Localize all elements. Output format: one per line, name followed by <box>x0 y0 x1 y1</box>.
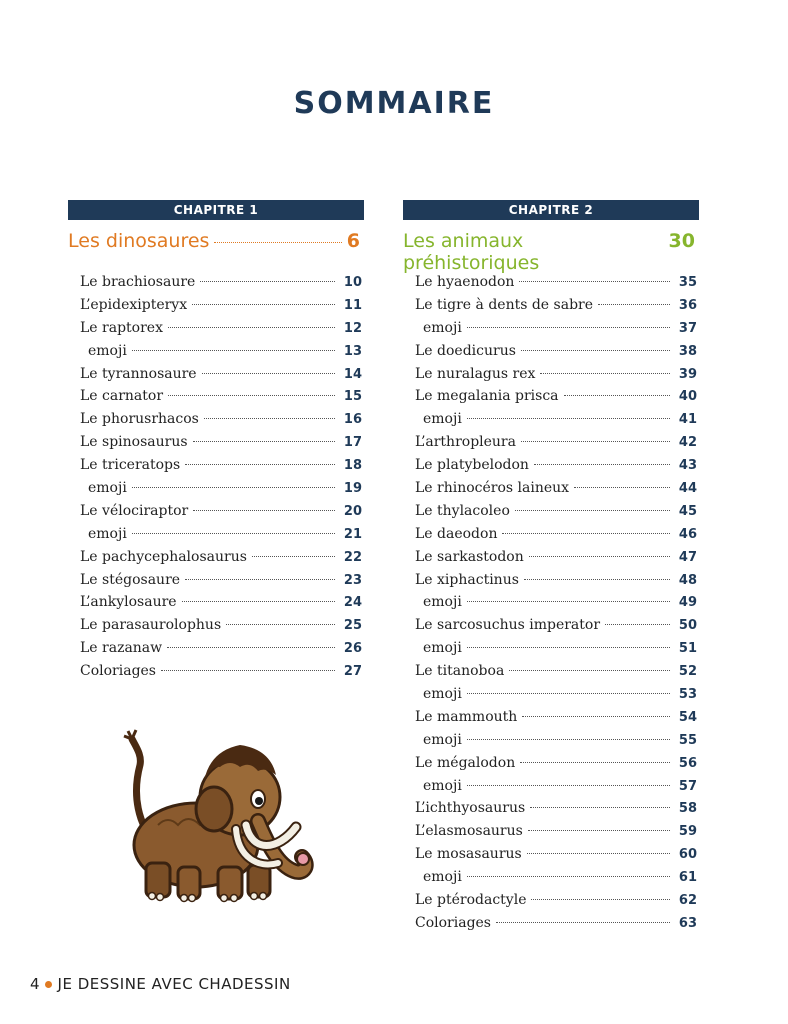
dot-leader <box>467 876 670 877</box>
toc-entry-page: 48 <box>678 572 697 588</box>
toc-entry-page: 36 <box>678 297 697 313</box>
toc-entry-title: Le mosasaurus <box>415 846 522 863</box>
dot-leader <box>467 327 670 328</box>
toc-entry-page: 19 <box>343 481 362 497</box>
toc-entry[interactable] <box>415 274 697 297</box>
toc-entry-title: emoji <box>423 319 462 336</box>
toc-entry-title: L’ichthyosaurus <box>415 800 526 817</box>
toc-entry-title: emoji <box>423 869 462 886</box>
toc-entry-page: 50 <box>678 618 697 634</box>
toc-entry-title: Le mammouth <box>415 708 518 725</box>
dot-leader <box>467 785 670 786</box>
toc-entry-title: Le daeodon <box>415 525 498 542</box>
toc-entry-page: 63 <box>678 915 697 931</box>
dot-leader <box>185 579 335 580</box>
toc-entry-page: 22 <box>343 549 362 565</box>
toc-list <box>68 274 364 686</box>
toc-entry-page: 54 <box>678 709 697 725</box>
toc-entry[interactable] <box>80 320 362 343</box>
toc-entry[interactable] <box>80 434 362 457</box>
toc-entry-title: L’elasmosaurus <box>415 823 523 840</box>
toc-entry-page: 42 <box>678 435 697 451</box>
toc-entry[interactable] <box>415 686 697 709</box>
toc-entry-title: Le phorusrhacos <box>80 411 199 428</box>
toc-entry[interactable] <box>415 732 697 755</box>
toc-entry-page: 21 <box>343 526 362 542</box>
toc-entry[interactable] <box>415 434 697 457</box>
toc-list <box>403 274 699 938</box>
dot-leader <box>467 693 670 694</box>
toc-entry[interactable] <box>415 778 697 801</box>
toc-entry-title: emoji <box>423 411 462 428</box>
toc-entry-page: 46 <box>678 526 697 542</box>
toc-entry[interactable] <box>415 663 697 686</box>
toc-entry-title: Le razanaw <box>80 640 163 657</box>
dot-leader <box>168 327 335 328</box>
toc-entry-page: 40 <box>678 389 697 405</box>
toc-entry-page: 43 <box>678 458 697 474</box>
toc-entry[interactable] <box>415 755 697 778</box>
toc-entry-title: Le xiphactinus <box>415 571 519 588</box>
chapter-label: CHAPITRE 1 <box>68 200 364 220</box>
toc-entry[interactable] <box>415 572 697 595</box>
toc-entry-page: 26 <box>343 641 362 657</box>
dot-leader <box>521 441 670 442</box>
toc-entry[interactable] <box>415 503 697 526</box>
page-number: 4 <box>30 975 40 993</box>
toc-entry[interactable] <box>415 320 697 343</box>
toc-entry-title: emoji <box>423 731 462 748</box>
dot-leader <box>530 807 670 808</box>
toc-entry[interactable] <box>80 572 362 595</box>
toc-entry[interactable] <box>80 617 362 640</box>
dot-leader <box>200 281 335 282</box>
toc-entry-page: 20 <box>343 503 362 519</box>
toc-entry-title: Le parasaurolophus <box>80 617 222 634</box>
toc-entry[interactable] <box>415 549 697 572</box>
toc-entry-page: 35 <box>678 275 697 290</box>
dot-leader <box>520 762 670 763</box>
toc-entry[interactable] <box>80 594 362 617</box>
toc-entry-title: Le rhinocéros laineux <box>415 480 570 497</box>
dot-leader <box>192 304 335 305</box>
toc-entry-title: Le titanoboa <box>415 663 505 680</box>
dot-leader <box>509 670 670 671</box>
toc-entry-page: 16 <box>343 412 362 428</box>
toc-entry-page: 13 <box>343 343 362 359</box>
toc-entry-page: 62 <box>678 893 697 909</box>
toc-entry[interactable] <box>80 388 362 411</box>
toc-entry-page: 61 <box>678 870 697 886</box>
toc-entry-title: Le hyaenodon <box>415 274 515 290</box>
toc-entry-title: Le spinosaurus <box>80 434 188 451</box>
dot-leader <box>168 395 335 396</box>
dot-leader <box>202 373 335 374</box>
toc-entry[interactable] <box>415 411 697 434</box>
toc-entry-page: 59 <box>678 824 697 840</box>
toc-entry-page: 23 <box>343 572 362 588</box>
toc-entry[interactable] <box>415 594 697 617</box>
toc-entry-page: 49 <box>678 595 697 611</box>
toc-entry-page: 58 <box>678 801 697 817</box>
toc-entry-title: Le platybelodon <box>415 457 529 474</box>
toc-entry-page: 11 <box>343 297 362 313</box>
toc-entry[interactable] <box>80 297 362 320</box>
dot-leader <box>132 487 335 488</box>
dot-leader <box>467 647 670 648</box>
toc-entry-title: Le sarcosuchus imperator <box>415 617 601 634</box>
toc-entry-page: 45 <box>678 503 697 519</box>
chapter-page: 30 <box>668 230 695 252</box>
toc-entry-title: Le vélociraptor <box>80 502 189 519</box>
dot-leader <box>564 395 670 396</box>
toc-entry-page: 55 <box>678 732 697 748</box>
toc-entry[interactable] <box>415 388 697 411</box>
toc-entry-title: Coloriages <box>415 914 491 931</box>
toc-entry-title: Le raptorex <box>80 319 163 336</box>
chapter-2-column <box>403 200 699 938</box>
dot-leader <box>540 373 670 374</box>
toc-entry[interactable] <box>415 846 697 869</box>
chapter-1-column <box>68 200 364 686</box>
dot-leader <box>467 418 670 419</box>
toc-entry[interactable] <box>415 617 697 640</box>
dot-leader <box>161 670 335 671</box>
toc-entry-title: Le sarkastodon <box>415 548 524 565</box>
toc-entry[interactable] <box>80 503 362 526</box>
dot-leader <box>132 533 335 534</box>
toc-entry-title: Le stégosaure <box>80 571 181 588</box>
toc-entry-page: 18 <box>343 458 362 474</box>
toc-entry-title: Le tyrannosaure <box>80 365 197 382</box>
bullet-dot-icon <box>45 981 52 988</box>
toc-entry-title: emoji <box>423 686 462 703</box>
toc-entry-page: 47 <box>678 549 697 565</box>
toc-entry[interactable] <box>80 343 362 366</box>
toc-entry[interactable] <box>415 480 697 503</box>
dot-leader <box>132 350 335 351</box>
toc-entry[interactable] <box>80 411 362 434</box>
dot-leader <box>182 601 335 602</box>
chapter-label: CHAPITRE 2 <box>403 200 699 220</box>
toc-entry-page: 39 <box>678 366 697 382</box>
toc-entry-title: Le ptérodactyle <box>415 892 527 909</box>
toc-entry-title: Le megalania prisca <box>415 388 559 405</box>
toc-entry-page: 37 <box>678 320 697 336</box>
toc-entry-page: 25 <box>343 618 362 634</box>
toc-entry-title: Le brachiosaure <box>80 274 196 290</box>
toc-entry-title: emoji <box>88 480 127 497</box>
toc-entry-title: Le thylacoleo <box>415 502 510 519</box>
toc-entry-page: 17 <box>343 435 362 451</box>
toc-entry-page: 14 <box>343 366 362 382</box>
toc-entry[interactable] <box>415 869 697 892</box>
dot-leader <box>467 601 670 602</box>
toc-entry[interactable] <box>80 274 362 297</box>
chapter-heading[interactable] <box>403 230 699 274</box>
dot-leader <box>534 464 670 465</box>
dot-leader <box>574 487 670 488</box>
dot-leader <box>185 464 335 465</box>
toc-entry-page: 12 <box>343 320 362 336</box>
toc-entry-page: 15 <box>343 389 362 405</box>
toc-entry[interactable] <box>415 800 697 823</box>
toc-entry-title: Le nuralagus rex <box>415 365 536 382</box>
toc-entry[interactable] <box>80 480 362 503</box>
toc-entry[interactable] <box>415 343 697 366</box>
dot-leader <box>515 510 670 511</box>
toc-entry-title: Le doedicurus <box>415 342 516 359</box>
dot-leader <box>522 716 670 717</box>
toc-entry-page: 60 <box>678 847 697 863</box>
toc-entry[interactable] <box>415 640 697 663</box>
toc-entry-page: 52 <box>678 664 697 680</box>
dot-leader <box>252 556 335 557</box>
dot-leader <box>528 830 670 831</box>
page-title: SOMMAIRE <box>293 86 495 121</box>
toc-entry-title: emoji <box>88 525 127 542</box>
toc-entry-title: L’ankylosaure <box>80 594 177 611</box>
dot-leader <box>519 281 670 282</box>
toc-entry-page: 44 <box>678 481 697 497</box>
chapter-page: 6 <box>346 230 360 252</box>
dot-leader <box>204 418 335 419</box>
dot-leader <box>193 510 335 511</box>
page-footer <box>30 975 291 993</box>
dot-leader <box>502 533 670 534</box>
dot-leader <box>529 556 670 557</box>
toc-entry[interactable] <box>415 457 697 480</box>
dot-leader <box>167 647 335 648</box>
book-title: JE DESSINE AVEC CHADESSIN <box>57 975 291 993</box>
dot-leader <box>524 579 670 580</box>
toc-entry[interactable] <box>415 526 697 549</box>
toc-entry[interactable] <box>415 366 697 389</box>
toc-entry-page: 51 <box>678 641 697 657</box>
dot-leader <box>521 350 670 351</box>
toc-entry-page: 57 <box>678 778 697 794</box>
dot-leader <box>496 922 670 923</box>
dot-leader <box>193 441 335 442</box>
toc-entry-title: emoji <box>423 594 462 611</box>
toc-entry[interactable] <box>80 663 362 686</box>
dot-leader <box>527 853 670 854</box>
toc-entry-title: Le triceratops <box>80 457 181 474</box>
toc-entry-title: Le pachycephalosaurus <box>80 548 247 565</box>
toc-entry[interactable] <box>415 823 697 846</box>
dot-leader <box>214 242 341 243</box>
toc-entry[interactable] <box>80 640 362 663</box>
toc-entry-title: Le tigre à dents de sabre <box>415 296 594 313</box>
dot-leader <box>226 624 335 625</box>
toc-entry-page: 38 <box>678 343 697 359</box>
dot-leader <box>605 624 670 625</box>
toc-entry[interactable] <box>80 366 362 389</box>
toc-entry-page: 24 <box>343 595 362 611</box>
chapter-title: Les dinosaures <box>68 230 210 252</box>
toc-entry[interactable] <box>80 457 362 480</box>
toc-entry[interactable] <box>415 297 697 320</box>
toc-entry-page: 10 <box>343 275 362 290</box>
toc-entry[interactable] <box>80 549 362 572</box>
toc-entry-page: 56 <box>678 755 697 771</box>
toc-entry-page: 27 <box>343 664 362 680</box>
toc-entry-title: emoji <box>423 777 462 794</box>
mammoth-illustration <box>118 725 318 915</box>
chapter-heading[interactable] <box>68 230 364 264</box>
toc-entry-title: emoji <box>423 640 462 657</box>
toc-entry-title: L’arthropleura <box>415 434 516 451</box>
dot-leader <box>598 304 670 305</box>
toc-entry[interactable] <box>80 526 362 549</box>
toc-entry-title: Le mégalodon <box>415 754 516 771</box>
toc-entry-page: 53 <box>678 687 697 703</box>
dot-leader <box>467 739 670 740</box>
dot-leader <box>531 899 670 900</box>
toc-entry[interactable] <box>415 892 697 915</box>
toc-entry[interactable] <box>415 709 697 732</box>
toc-entry-page: 41 <box>678 412 697 428</box>
toc-entry-title: Le carnator <box>80 388 164 405</box>
toc-entry-title: emoji <box>88 342 127 359</box>
toc-entry-title: Coloriages <box>80 663 156 680</box>
toc-entry-title: L’epidexipteryx <box>80 296 188 313</box>
toc-entry[interactable] <box>415 915 697 938</box>
chapter-title: Les animaux préhistoriques <box>403 230 540 274</box>
